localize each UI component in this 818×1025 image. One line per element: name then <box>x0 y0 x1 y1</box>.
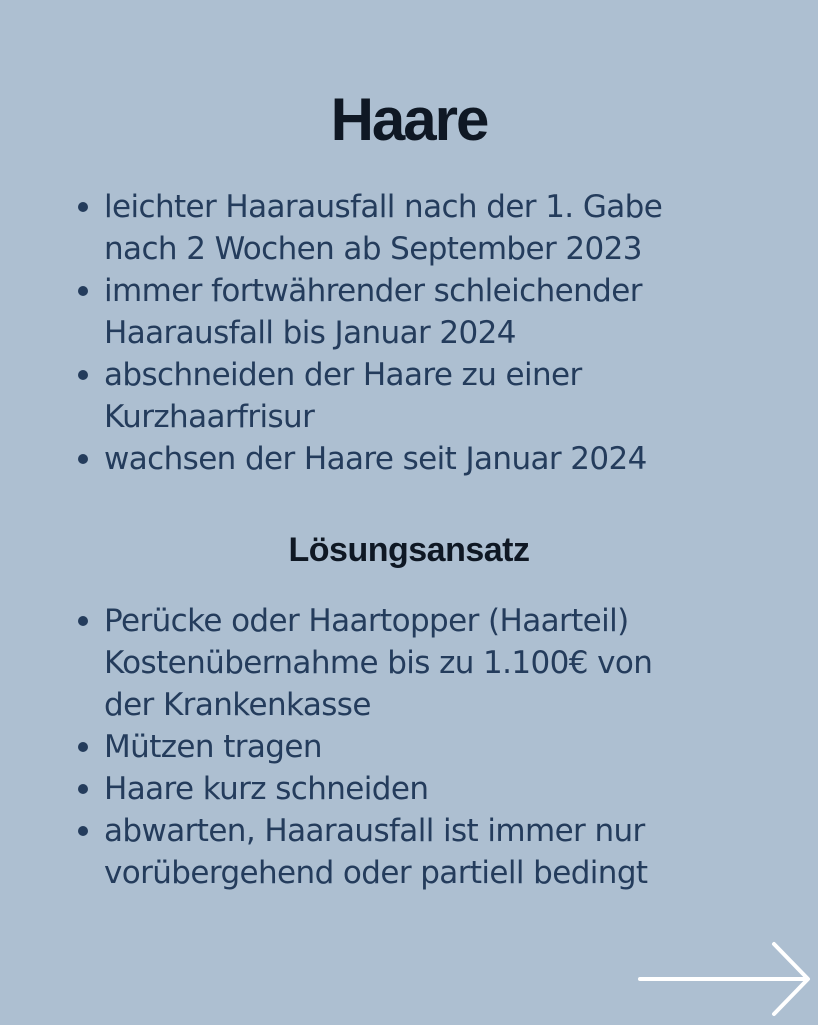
arrow-right-icon-graphic <box>638 940 814 1020</box>
bullet-dot <box>78 454 88 464</box>
bullet-dot <box>78 616 88 626</box>
bullet-dot <box>78 742 88 752</box>
arrow-right-icon[interactable] <box>638 940 814 1020</box>
list-item-line: leichter Haarausfall nach der 1. Gabe <box>104 189 663 225</box>
solution-list <box>104 600 804 894</box>
list-item-line: immer fortwährender schleichender <box>104 273 642 309</box>
list-item-line: vorübergehend oder partiell bedingt <box>104 855 648 891</box>
list-item <box>104 438 804 480</box>
symptom-list <box>104 186 804 480</box>
list-item-line: Perücke oder Haartopper (Haarteil) <box>104 603 629 639</box>
list-item <box>104 600 804 726</box>
list-item-line: nach 2 Wochen ab September 2023 <box>104 231 642 267</box>
bullet-dot <box>78 826 88 836</box>
list-item <box>104 726 804 768</box>
list-item <box>104 270 804 354</box>
list-item <box>104 810 804 894</box>
list-item-line: Haare kurz schneiden <box>104 771 429 807</box>
list-item-line: Haarausfall bis Januar 2024 <box>104 315 516 351</box>
list-item-line: Mützen tragen <box>104 729 322 765</box>
list-item <box>104 186 804 270</box>
list-item-line: der Krankenkasse <box>104 687 371 723</box>
page-title: Haare <box>330 86 488 153</box>
bullet-dot <box>78 286 88 296</box>
list-item-line: abschneiden der Haare zu einer <box>104 357 582 393</box>
section-heading: Lösungsansatz <box>288 531 530 569</box>
bullet-dot <box>78 202 88 212</box>
list-item <box>104 768 804 810</box>
list-item-line: wachsen der Haare seit Januar 2024 <box>104 441 647 477</box>
list-item-line: Kurzhaarfrisur <box>104 399 315 435</box>
list-item-line: Kostenübernahme bis zu 1.100€ von <box>104 645 653 681</box>
bullet-dot <box>78 370 88 380</box>
list-item <box>104 354 804 438</box>
list-item-line: abwarten, Haarausfall ist immer nur <box>104 813 645 849</box>
bullet-dot <box>78 784 88 794</box>
